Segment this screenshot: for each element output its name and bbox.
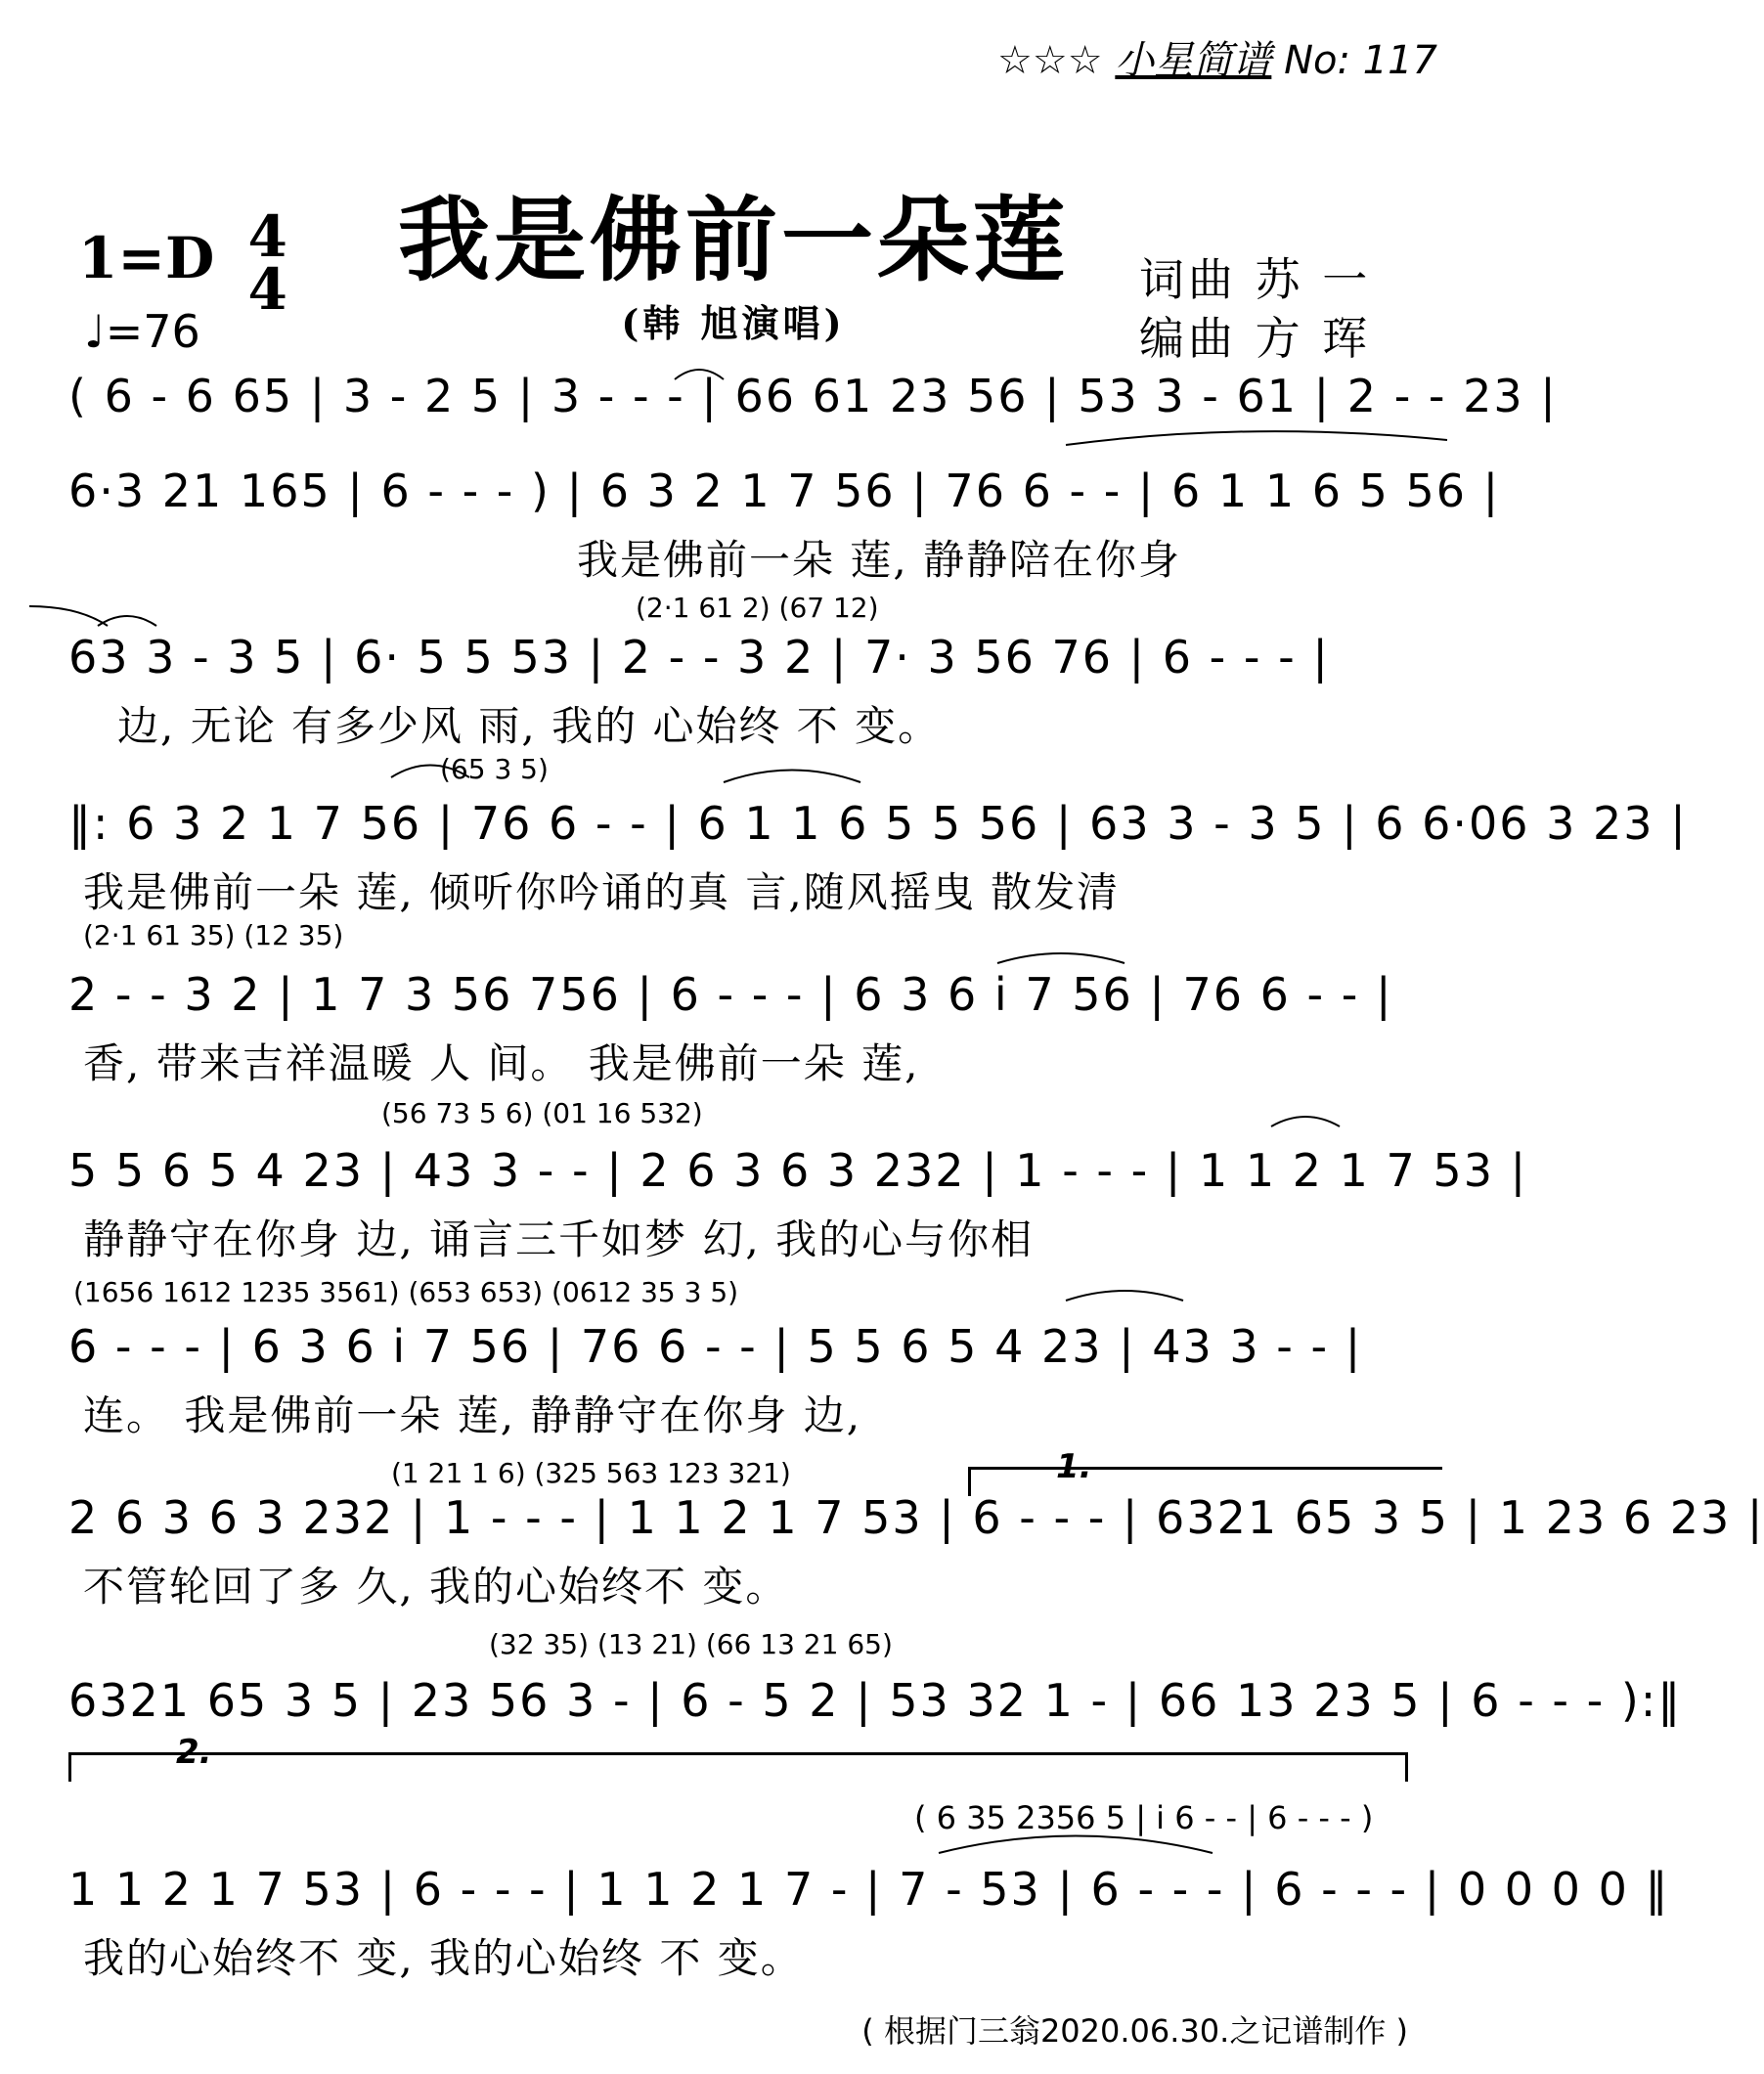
singer-credit: (韩 旭演唱) <box>621 301 846 345</box>
song-title: 我是佛前一朵莲 <box>397 187 1069 294</box>
slur-mark <box>939 1836 1213 1854</box>
tempo-mark: ♩=76 <box>84 305 200 358</box>
lyrics-row-3: 边, 无论 有多少风 雨, 我的 心始终 不 变。 <box>117 702 942 750</box>
lyrics-row-5: 香, 带来吉祥温暖 人 间。 我是佛前一朵 莲, <box>83 1039 920 1087</box>
slur-mark <box>29 606 108 626</box>
brand-name: 小星简谱 <box>1115 38 1272 83</box>
grace-row-8: (1 21 1 6) (325 563 123 321) <box>391 1457 791 1489</box>
score-notes-row-2: 6·3 21 165 | 6 - - - ) | 6 3 2 1 7 56 | 76 6 - - | 6 1 1 6 5 56 | <box>68 464 1501 517</box>
score-notes-row-7: 6 - - - | 6 3 6 i 7 56 | 76 6 - - | 5 5 6 5 4 23 | 43 3 - - | <box>68 1320 1363 1373</box>
slur-mark <box>997 953 1125 963</box>
key-text: 1=D <box>78 225 215 291</box>
lyrics-row-10: 我的心始终不 变, 我的心始终 不 变。 <box>83 1934 804 1982</box>
score-notes-row-6: 5 5 6 5 4 23 | 43 3 - - | 2 6 3 6 3 232 | 1 - - - | 1 1 2 1 7 53 | <box>68 1144 1528 1197</box>
slur-mark <box>724 771 860 783</box>
slur-mark <box>1271 1117 1340 1126</box>
lyrics-row-8: 不管轮回了多 久, 我的心始终不 变。 <box>83 1563 789 1611</box>
volta-1-label: 1. <box>1056 1447 1092 1486</box>
source-note: ( 根据门三翁2020.06.30.之记谱制作 ) <box>861 2012 1408 2050</box>
score-notes-row-3: 63 3 - 3 5 | 6· 5 5 53 | 2 - - 3 2 | 7· 3 56 76 | 6 - - - | <box>68 631 1330 684</box>
slur-mark <box>1066 431 1447 445</box>
score-notes-row-5: 2 - - 3 2 | 1 7 3 56 756 | 6 - - - | 6 3 6 i 7 56 | 76 6 - - | <box>68 968 1393 1021</box>
slur-mark <box>675 370 724 379</box>
time-top: 4 <box>247 203 287 270</box>
grace-row-4: (65 3 5) <box>440 753 549 785</box>
lyrics-row-2: 我是佛前一朵 莲, 静静陪在你身 <box>577 536 1182 584</box>
brand-number: No: 117 <box>1284 38 1437 83</box>
score-notes-row-10: 1 1 2 1 7 53 | 6 - - - | 1 1 2 1 7 - | 7 - 53 | 6 - - - | 6 - - - | 0 0 0 0 ‖ <box>68 1863 1670 1916</box>
slur-mark <box>1066 1291 1183 1301</box>
grace-row-10: ( 6 35 2356 5 | i 6 - - | 6 - - - ) <box>914 1799 1374 1836</box>
grace-row-3: (2·1 61 2) (67 12) <box>636 592 879 624</box>
grace-row-7: (1656 1612 1235 3561) (653 653) (0612 35 3 5) <box>73 1276 739 1308</box>
brand-stars: ☆☆☆ <box>997 38 1103 83</box>
score-notes-row-4: ‖: 6 3 2 1 7 56 | 76 6 - - | 6 1 1 6 5 5 56 | 63 3 - 3 5 | 6 6·06 3 23 | <box>68 797 1688 850</box>
slur-mark <box>391 766 469 778</box>
arranger-credit: 编曲 方 珲 <box>1139 312 1372 365</box>
lyrics-row-6: 静静守在你身 边, 诵言三千如梦 幻, 我的心与你相 <box>83 1215 1035 1263</box>
score-notes-row-1: ( 6 - 6 65 | 3 - 2 5 | 3 - - - | 66 61 23 56 | 53 3 - 61 | 2 - - 23 | <box>68 370 1558 422</box>
grace-row-5: (2·1 61 35) (12 35) <box>83 919 344 951</box>
time-bottom: 4 <box>247 256 287 323</box>
score-notes-row-9: 6321 65 3 5 | 23 56 3 - | 6 - 5 2 | 53 32 1 - | 66 13 23 5 | 6 - - - ):‖ <box>68 1674 1683 1727</box>
lyrics-row-4: 我是佛前一朵 莲, 倾听你吟诵的真 言,随风摇曳 散发清 <box>83 868 1121 916</box>
lyricist-credit: 词曲 苏 一 <box>1139 253 1372 306</box>
lyrics-row-7: 连。 我是佛前一朵 莲, 静静守在你身 边, <box>83 1391 862 1439</box>
score-notes-row-8: 2 6 3 6 3 232 | 1 - - - | 1 1 2 1 7 53 | 6 - - - | 6321 65 3 5 | 1 23 6 23 | <box>68 1491 1764 1544</box>
volta-2-label: 2. <box>176 1733 212 1772</box>
grace-row-9: (32 35) (13 21) (66 13 21 65) <box>489 1628 893 1660</box>
grace-row-6: (56 73 5 6) (01 16 532) <box>381 1097 703 1129</box>
